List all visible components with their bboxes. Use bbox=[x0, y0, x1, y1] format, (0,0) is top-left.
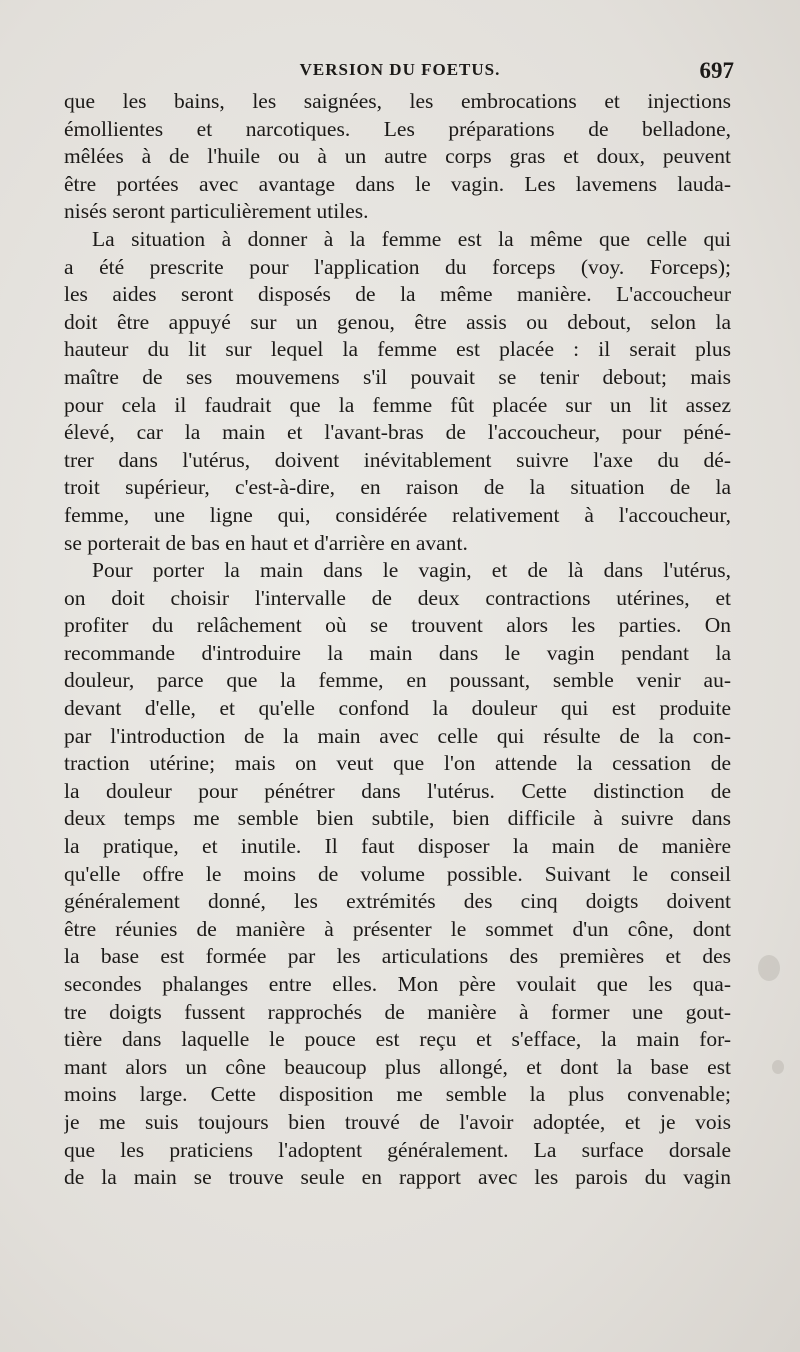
text-line: par l'introduction de la main avec celle qui résulte de la con- bbox=[64, 723, 731, 748]
text-line: hauteur du lit sur lequel la femme est placée : il serait plus bbox=[64, 337, 731, 362]
text-line: être portées avec avantage dans le vagin. Les lavemens lauda- bbox=[64, 171, 731, 196]
text-line: émollientes et narcotiques. Les préparations de belladone, bbox=[64, 116, 731, 141]
text-line: profiter du relâchement où se trouvent alors les parties. On bbox=[64, 613, 731, 638]
body-text bbox=[64, 88, 731, 1192]
text-line: tre doigts fussent rapprochés de manière à former une gout- bbox=[64, 999, 731, 1024]
running-title: VERSION DU FOETUS. bbox=[299, 60, 501, 79]
text-line: on doit choisir l'intervalle de deux contractions utérines, et bbox=[64, 585, 731, 610]
text-line: se porterait de bas en haut et d'arrière en avant. bbox=[64, 530, 468, 555]
text-line: secondes phalanges entre elles. Mon père voulait que les qua- bbox=[64, 972, 731, 996]
text-line: maître de ses mouvemens s'il pouvait se tenir debout; mais bbox=[64, 364, 731, 389]
text-line: pour cela il faudrait que la femme fût placée sur un lit assez bbox=[64, 392, 731, 417]
text-line: deux temps me semble bien subtile, bien difficile à suivre dans bbox=[64, 806, 731, 831]
paper-stain bbox=[772, 1060, 784, 1074]
text-line: élevé, car la main et l'avant-bras de l'accoucheur, pour péné- bbox=[64, 420, 731, 445]
text-line: la pratique, et inutile. Il faut disposer la main de manière bbox=[64, 834, 731, 859]
text-line: mêlées à de l'huile ou à un autre corps gras et doux, peuvent bbox=[64, 144, 731, 169]
text-line: recommande d'introduire la main dans le vagin pendant la bbox=[64, 640, 731, 665]
page-number: 697 bbox=[699, 58, 734, 83]
text-line: qu'elle offre le moins de volume possible. Suivant le conseil bbox=[64, 861, 731, 886]
text-line: a été prescrite pour l'application du forceps (voy. Forceps); bbox=[64, 254, 731, 279]
text-line: femme, une ligne qui, considérée relativement à l'accoucheur, bbox=[64, 502, 731, 527]
text-line: être réunies de manière à présenter le sommet d'un cône, dont bbox=[64, 916, 731, 941]
text-line: trer dans l'utérus, doivent inévitablement suivre l'axe du dé- bbox=[64, 447, 731, 472]
text-line: généralement donné, les extrémités des cinq doigts doivent bbox=[64, 889, 731, 914]
text-line: que les bains, les saignées, les embrocations et injections bbox=[64, 89, 731, 113]
text-line: moins large. Cette disposition me semble la plus convenable; bbox=[64, 1082, 731, 1107]
text-line: troit supérieur, c'est-à-dire, en raison de la situation de la bbox=[64, 475, 731, 500]
text-line: de la main se trouve seule en rapport avec les parois du vagin bbox=[64, 1165, 731, 1190]
text-line: la douleur pour pénétrer dans l'utérus. Cette distinction de bbox=[64, 778, 731, 803]
text-line: je me suis toujours bien trouvé de l'avoir adoptée, et je vois bbox=[64, 1109, 731, 1134]
text-line: devant d'elle, et qu'elle confond la douleur qui est produite bbox=[64, 696, 731, 721]
text-line: nisés seront particulièrement utiles. bbox=[64, 199, 369, 224]
text-line: que les praticiens l'adoptent généralement. La surface dorsale bbox=[64, 1137, 731, 1162]
text-line: mant alors un cône beaucoup plus allongé, et dont la base est bbox=[64, 1054, 731, 1079]
text-line: les aides seront disposés de la même manière. L'accoucheur bbox=[64, 282, 731, 307]
text-line: La situation à donner à la femme est la même que celle qui bbox=[92, 226, 731, 251]
paper-stain bbox=[758, 955, 780, 981]
text-line: douleur, parce que la femme, en poussant, semble venir au- bbox=[64, 668, 731, 693]
text-line: la base est formée par les articulations des premières et des bbox=[64, 944, 731, 969]
text-line: traction utérine; mais on veut que l'on attende la cessation de bbox=[64, 751, 731, 776]
text-line: doit être appuyé sur un genou, être assis ou debout, selon la bbox=[64, 309, 731, 334]
text-line: Pour porter la main dans le vagin, et de là dans l'utérus, bbox=[92, 558, 731, 583]
running-head bbox=[62, 58, 738, 84]
text-line: tière dans laquelle le pouce est reçu et s'efface, la main for- bbox=[64, 1027, 731, 1052]
